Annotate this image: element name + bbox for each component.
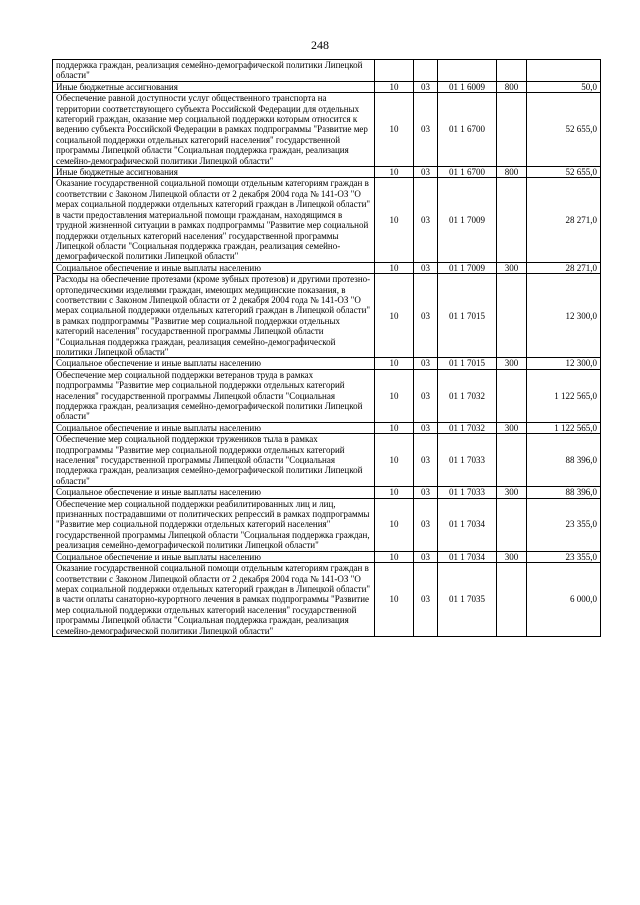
row-subsection-code: 03 (414, 551, 438, 562)
table-row (53, 93, 601, 167)
row-section-code (375, 60, 414, 82)
budget-table (52, 59, 601, 637)
page-number: 248 (311, 38, 329, 52)
row-amount: 88 396,0 (527, 434, 601, 487)
row-description: Обеспечение равной доступности услуг общественного транспорта на территории соответствующего субъекта Российской Федерации для отдельных категорий граждан, оказание мер социальной поддержки которым относится к ведению субъекта Российской Федерации в рамках подпрограммы "Развитие мер социальной поддержки отдельных категорий населения" государственной программы Липецкой области "Социальная поддержка граждан, реализация семейно-демографической политики Липецкой области" (53, 93, 375, 167)
row-expense-type: 800 (497, 81, 527, 92)
row-target-article: 01 1 6009 (438, 81, 497, 92)
budget-table-body (53, 60, 601, 637)
row-amount: 1 122 565,0 (527, 369, 601, 422)
row-section-code: 10 (375, 369, 414, 422)
row-target-article: 01 1 7035 (438, 563, 497, 637)
row-expense-type (497, 563, 527, 637)
row-section-code: 10 (375, 262, 414, 273)
row-amount: 6 000,0 (527, 563, 601, 637)
row-expense-type (497, 93, 527, 167)
row-target-article: 01 1 7009 (438, 262, 497, 273)
row-description: Социальное обеспечение и иные выплаты населению (53, 358, 375, 369)
row-section-code: 10 (375, 487, 414, 498)
row-amount: 52 655,0 (527, 93, 601, 167)
row-expense-type (497, 178, 527, 262)
row-subsection-code: 03 (414, 563, 438, 637)
row-description: Социальное обеспечение и иные выплаты населению (53, 262, 375, 273)
row-subsection-code: 03 (414, 369, 438, 422)
row-description: Социальное обеспечение и иные выплаты населению (53, 551, 375, 562)
row-description: Иные бюджетные ассигнования (53, 167, 375, 178)
row-target-article: 01 1 7032 (438, 422, 497, 433)
row-subsection-code: 03 (414, 434, 438, 487)
row-description: Социальное обеспечение и иные выплаты населению (53, 422, 375, 433)
row-subsection-code: 03 (414, 487, 438, 498)
row-target-article: 01 1 6700 (438, 167, 497, 178)
row-section-code: 10 (375, 178, 414, 262)
table-row (53, 81, 601, 92)
table-row (53, 178, 601, 262)
row-section-code: 10 (375, 498, 414, 551)
row-target-article: 01 1 7032 (438, 369, 497, 422)
row-subsection-code: 03 (414, 93, 438, 167)
row-target-article: 01 1 7015 (438, 358, 497, 369)
row-amount: 12 300,0 (527, 358, 601, 369)
table-row (53, 274, 601, 358)
row-section-code: 10 (375, 422, 414, 433)
row-description: Иные бюджетные ассигнования (53, 81, 375, 92)
row-expense-type: 300 (497, 551, 527, 562)
row-target-article (438, 60, 497, 82)
row-description: Обеспечение мер социальной поддержки реабилитированных лиц и лиц, признанных пострадавшими от политических репрессий в рамках подпрограммы "Развитие мер социальной поддержки отдельных категорий населения" государственной программы Липецкой области "Социальная поддержка граждан, реализация семейно-демографической политики Липецкой области" (53, 498, 375, 551)
row-section-code: 10 (375, 434, 414, 487)
row-section-code: 10 (375, 274, 414, 358)
table-row (53, 358, 601, 369)
row-description: Обеспечение мер социальной поддержки ветеранов труда в рамках подпрограммы "Развитие мер социальной поддержки отдельных категорий населения" государственной программы Липецкой области "Социальная поддержка граждан, реализация семейно-демографической политики Липецкой области" (53, 369, 375, 422)
row-section-code: 10 (375, 167, 414, 178)
table-row (53, 369, 601, 422)
row-section-code: 10 (375, 563, 414, 637)
row-amount: 88 396,0 (527, 487, 601, 498)
row-amount: 28 271,0 (527, 262, 601, 273)
row-description: поддержка граждан, реализация семейно-демографической политики Липецкой области" (53, 60, 375, 82)
row-target-article: 01 1 7034 (438, 551, 497, 562)
row-target-article: 01 1 7015 (438, 274, 497, 358)
row-amount: 23 355,0 (527, 498, 601, 551)
row-expense-type: 300 (497, 487, 527, 498)
row-target-article: 01 1 7009 (438, 178, 497, 262)
row-expense-type: 300 (497, 358, 527, 369)
table-row (53, 563, 601, 637)
row-target-article: 01 1 7033 (438, 434, 497, 487)
row-target-article: 01 1 7034 (438, 498, 497, 551)
row-subsection-code: 03 (414, 178, 438, 262)
row-amount: 12 300,0 (527, 274, 601, 358)
table-row (53, 60, 601, 82)
row-amount: 50,0 (527, 81, 601, 92)
row-subsection-code: 03 (414, 262, 438, 273)
table-row (53, 434, 601, 487)
table-row (53, 487, 601, 498)
row-target-article: 01 1 7033 (438, 487, 497, 498)
row-subsection-code (414, 60, 438, 82)
row-description: Социальное обеспечение и иные выплаты населению (53, 487, 375, 498)
row-expense-type (497, 434, 527, 487)
table-row (53, 262, 601, 273)
row-subsection-code: 03 (414, 498, 438, 551)
row-expense-type: 300 (497, 262, 527, 273)
table-row (53, 422, 601, 433)
row-section-code: 10 (375, 358, 414, 369)
row-amount: 1 122 565,0 (527, 422, 601, 433)
row-subsection-code: 03 (414, 358, 438, 369)
row-subsection-code: 03 (414, 274, 438, 358)
table-row (53, 498, 601, 551)
row-section-code: 10 (375, 551, 414, 562)
row-expense-type (497, 60, 527, 82)
row-amount: 52 655,0 (527, 167, 601, 178)
row-subsection-code: 03 (414, 167, 438, 178)
row-target-article: 01 1 6700 (438, 93, 497, 167)
row-expense-type (497, 498, 527, 551)
row-expense-type (497, 274, 527, 358)
row-description: Оказание государственной социальной помощи отдельным категориям граждан в соответствии с Законом Липецкой области от 2 декабря 2004 года № 141-ОЗ "О мерах социальной поддержки отдельных категорий граждан в Липецкой области" в части оплаты санаторно-курортного лечения в рамках подпрограммы "Развитие мер социальной поддержки отдельных категорий населения" государственной программы Липецкой области "Социальная поддержка граждан, реализация семейно-демографической политики Липецкой области" (53, 563, 375, 637)
row-amount: 28 271,0 (527, 178, 601, 262)
table-row (53, 167, 601, 178)
row-section-code: 10 (375, 81, 414, 92)
row-description: Расходы на обеспечение протезами (кроме зубных протезов) и другими протезно-ортопедическими изделиями граждан, имеющих медицинские показания, в соответствии с Законом Липецкой области от 2 декабря 2004 года № 141-ОЗ "О мерах социальной поддержки отдельных категорий граждан в Липецкой области" в рамках подпрограммы "Развитие мер социальной поддержки отдельных категорий населения" государственной программы Липецкой области "Социальная поддержка граждан, реализация семейно-демографической политики Липецкой области" (53, 274, 375, 358)
row-section-code: 10 (375, 93, 414, 167)
row-amount (527, 60, 601, 82)
row-description: Обеспечение мер социальной поддержки тружеников тыла в рамках подпрограммы "Развитие мер социальной поддержки отдельных категорий населения" государственной программы Липецкой области "Социальная поддержка граждан, реализация семейно-демографической политики Липецкой области" (53, 434, 375, 487)
row-expense-type (497, 369, 527, 422)
table-row (53, 551, 601, 562)
row-subsection-code: 03 (414, 81, 438, 92)
row-expense-type: 300 (497, 422, 527, 433)
row-subsection-code: 03 (414, 422, 438, 433)
row-description: Оказание государственной социальной помощи отдельным категориям граждан в соответствии с Законом Липецкой области от 2 декабря 2004 года № 141-ОЗ "О мерах социальной поддержки отдельных категорий граждан в Липецкой области" в части предоставления материальной помощи гражданам, находящимся в трудной жизненной ситуации в рамках подпрограммы "Развитие мер социальной поддержки отдельных категорий населения" государственной программы Липецкой области "Социальная поддержка граждан, реализация семейно-демографической политики Липецкой области" (53, 178, 375, 262)
row-amount: 23 355,0 (527, 551, 601, 562)
row-expense-type: 800 (497, 167, 527, 178)
